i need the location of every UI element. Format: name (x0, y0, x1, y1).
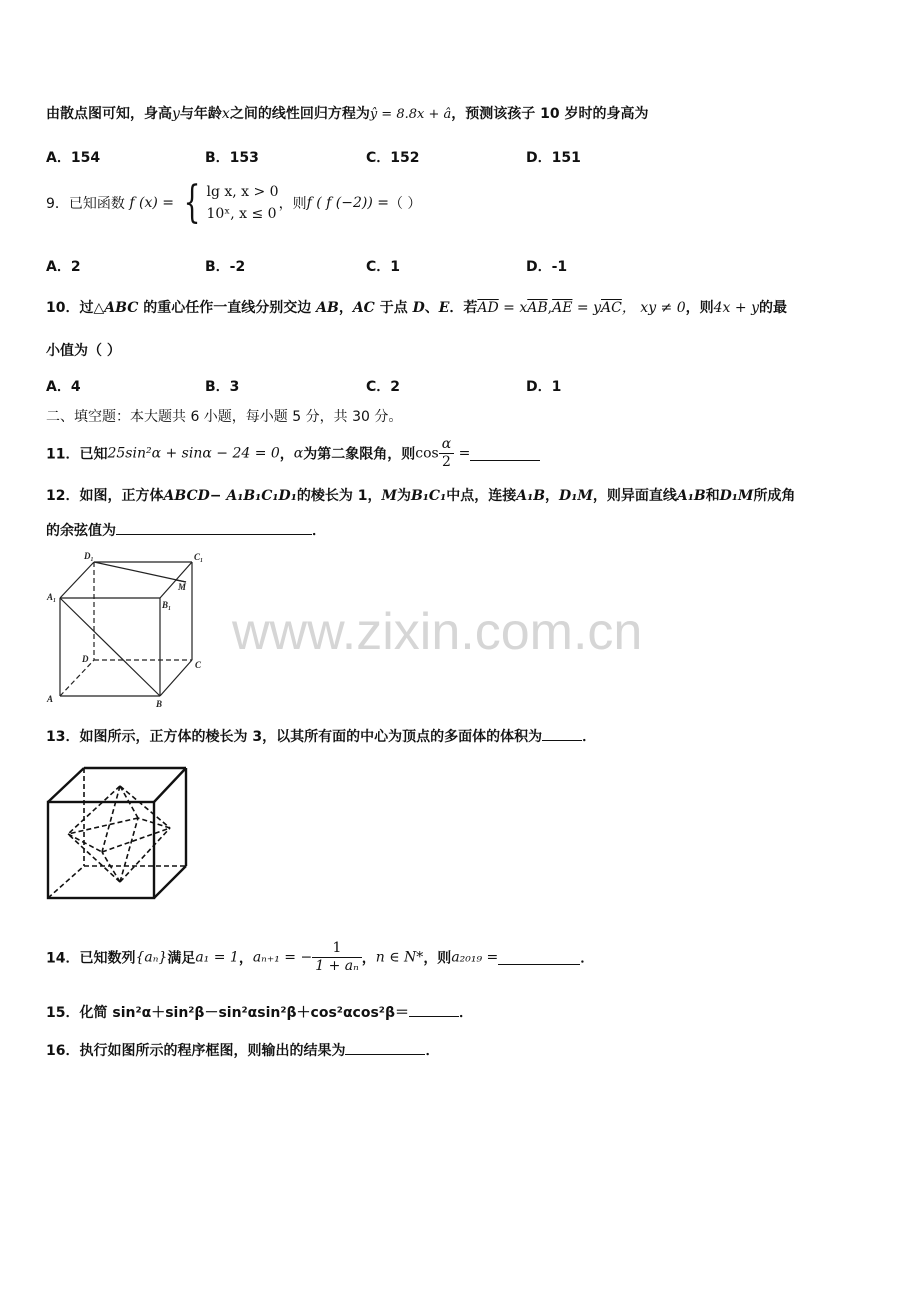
q14-line (46, 940, 594, 975)
section-heading: 二、填空题：本大题共 6 小题，每小题 5 分，共 30 分。 (46, 409, 403, 425)
q12-a1b: A₁B (516, 488, 546, 504)
q8-option-c: C．152 (366, 150, 420, 166)
q8-var-y: y (172, 106, 180, 122)
q16-line (46, 1040, 439, 1060)
q12-label-b: B (156, 699, 163, 709)
q12-text: 的余弦值为 (46, 523, 116, 539)
q8-option-b: B．153 (205, 150, 259, 166)
q14-text: 14．已知数列 (46, 950, 136, 967)
q12-answer-blank[interactable] (116, 520, 312, 535)
q8-option-a: A．154 (46, 150, 101, 166)
q11-equation: 25sin²α + sinα − 24 = 0 (107, 445, 280, 462)
q12-label-d1: D₁ (84, 551, 94, 561)
q10-line1: 10．过△ABC 的重心任作一直线分别交边 AB，AC 于点 D、E．若$\overline{AD} = x\overline{AB},\overline{AE} = y\overline{AC}$， xy ≠ 0，则4x + y的最 (46, 300, 787, 316)
q14-a1: a₁ = 1 (195, 949, 239, 966)
q16-answer-blank[interactable] (345, 1040, 425, 1055)
q12-text: 和 (705, 488, 720, 504)
q8-var-x: x (221, 106, 230, 122)
q9-paren: （ ） (388, 196, 422, 212)
q14-answer-blank[interactable] (498, 950, 580, 965)
q12-text: ，则异面直线 (592, 488, 677, 504)
q8-equation: ŷ = 8.8x + â (369, 107, 452, 122)
q11-text: 11．已知 (46, 446, 108, 463)
q12-label-d: D (82, 654, 89, 664)
q8-text: 之间的线性回归方程为 (229, 106, 370, 122)
q9-option-a: A．2 (46, 259, 81, 275)
q11-cos: cos (415, 445, 439, 462)
q14-numerator: 1 (332, 940, 342, 956)
q10-dot: 、 (424, 300, 439, 316)
q10-comma: ， (338, 300, 353, 316)
q14-denominator: 1 + aₙ (312, 957, 362, 975)
q11-denominator: 2 (439, 453, 454, 471)
q13-text: 13．如图所示，正方体的棱长为 3，以其所有面的中心为顶点的多面体的体积为 (46, 729, 543, 745)
q10-d: D (412, 300, 425, 316)
q12-line2 (46, 520, 326, 540)
q12-label-b1: B₁ (162, 600, 172, 610)
q10-text: 的最 (758, 300, 787, 316)
q14-text: 满足 (167, 950, 196, 967)
q9-option-d: D．-1 (526, 259, 568, 275)
q15-answer-blank[interactable] (409, 1002, 459, 1017)
q12-period: ． (312, 523, 326, 539)
q10-text: ，则 (685, 300, 714, 316)
q10-ac: AC (352, 300, 375, 316)
q12-text: ， (545, 488, 560, 504)
q11-alpha: α (293, 445, 304, 462)
q9-option-c: C．1 (366, 259, 401, 275)
q10-option-c: C．2 (366, 379, 401, 395)
q14-period: ． (580, 950, 595, 967)
q11-numerator: α (441, 436, 452, 452)
q14-text: ， (361, 950, 376, 967)
q8-text: 与年龄 (179, 106, 222, 122)
q9-brace: { (184, 177, 201, 228)
q10-option-d: D．1 (526, 379, 562, 395)
q10-eq1: = x (498, 300, 528, 316)
q10-vector-ae: $\overline{AE}$ (552, 300, 573, 316)
q12-a1b: A₁B (676, 488, 706, 504)
q14-text: ， (238, 950, 253, 967)
q8-option-d: D．151 (526, 150, 581, 166)
q11-fraction (439, 436, 454, 471)
q15-text: 15．化简 sin²α＋sin²β－sin²αsin²β＋cos²αcos²β＝ (46, 1005, 409, 1021)
q12-label-c: C (195, 660, 202, 670)
q12-d1m: D₁M (559, 488, 593, 504)
q13-line (46, 726, 596, 746)
q12-d1m: D₁M (719, 488, 754, 504)
q12-text: 中点，连接 (446, 488, 517, 504)
q12-label-m: M (178, 582, 187, 592)
q12-label-a: A (47, 694, 54, 704)
q9-text: 9．已知函数 (46, 196, 125, 212)
q8-line (46, 103, 648, 123)
q12-cube-figure (40, 550, 220, 710)
q10-expression: 4x + y (713, 300, 759, 316)
q11-answer-blank[interactable] (470, 446, 540, 461)
q15-period: ． (458, 1005, 473, 1021)
q9-text: ，则 (278, 196, 307, 212)
q10-text: 于点 (374, 300, 413, 316)
q10-line2: 小值为（ ） (46, 343, 121, 359)
q10-text: ．若 (449, 300, 478, 316)
q10-text: 10．过△ (46, 300, 105, 316)
q12-label-c1: C₁ (194, 552, 204, 562)
q12-cube: ABCD− A₁B₁C₁D₁ (163, 488, 297, 504)
q11-equals: = (454, 445, 471, 462)
q10-condition: ， xy ≠ 0 (621, 300, 686, 316)
q9-cases (206, 181, 278, 225)
q12-label-a1: A₁ (47, 592, 57, 602)
q9-expression: f ( f (−2)) = (306, 195, 389, 211)
q14-recurrence: aₙ₊₁ = − (252, 949, 313, 966)
q11-text: 为第二象限角，则 (303, 446, 416, 463)
q8-text: ，预测该孩子 10 岁时的身高为 (451, 106, 649, 122)
q12-text: 为 (396, 488, 411, 504)
q13-cube-figure (44, 764, 194, 904)
q12-text: 的棱长为 1， (296, 488, 382, 504)
q10-ab: AB (316, 300, 339, 316)
q10-option-b: B．3 (205, 379, 240, 395)
q16-text: 16．执行如图所示的程序框图，则输出的结果为 (46, 1043, 346, 1059)
q10-vector-ad: $\overline{AD}$ (477, 300, 499, 316)
q10-e: E (438, 300, 450, 316)
watermark: www.zixin.com.cn (232, 603, 643, 661)
q12-line1 (46, 485, 795, 505)
q13-answer-blank[interactable] (542, 726, 582, 741)
q16-period: ． (425, 1043, 440, 1059)
q14-a2019: a₂₀₁₉ = (451, 949, 499, 966)
q10-eq2: = y (572, 300, 602, 316)
q8-text: 由散点图可知，身高 (46, 106, 172, 122)
q9-line (46, 177, 422, 228)
q15-line (46, 1002, 473, 1022)
q10-option-a: A．4 (46, 379, 81, 395)
q9-case1: lg x, x > 0 (206, 184, 279, 200)
q14-n-in-n: n ∈ N* (375, 949, 424, 966)
q9-function: f (x) = (129, 195, 175, 211)
q12-b1c1: B₁C₁ (410, 488, 447, 504)
q12-text: 所成角 (753, 488, 796, 504)
q11-line (46, 436, 540, 471)
q11-text: ， (279, 446, 294, 463)
q10-vector-ab: $\overline{AB}$ (527, 300, 548, 316)
q9-option-b: B．-2 (205, 259, 246, 275)
q10-abc: ABC (104, 300, 139, 316)
q9-case2: 10ˣ, x ≤ 0 (206, 206, 277, 222)
q10-text: 的重心任作一直线分别交边 (138, 300, 317, 316)
q12-m: M (381, 488, 397, 504)
q12-text: 12．如图，正方体 (46, 488, 164, 504)
q14-text: ，则 (423, 950, 452, 967)
q14-sequence: {aₙ} (135, 949, 168, 966)
q10-vector-ac: $\overline{AC}$ (601, 300, 622, 316)
q13-period: ． (582, 729, 597, 745)
q14-fraction (312, 940, 362, 975)
